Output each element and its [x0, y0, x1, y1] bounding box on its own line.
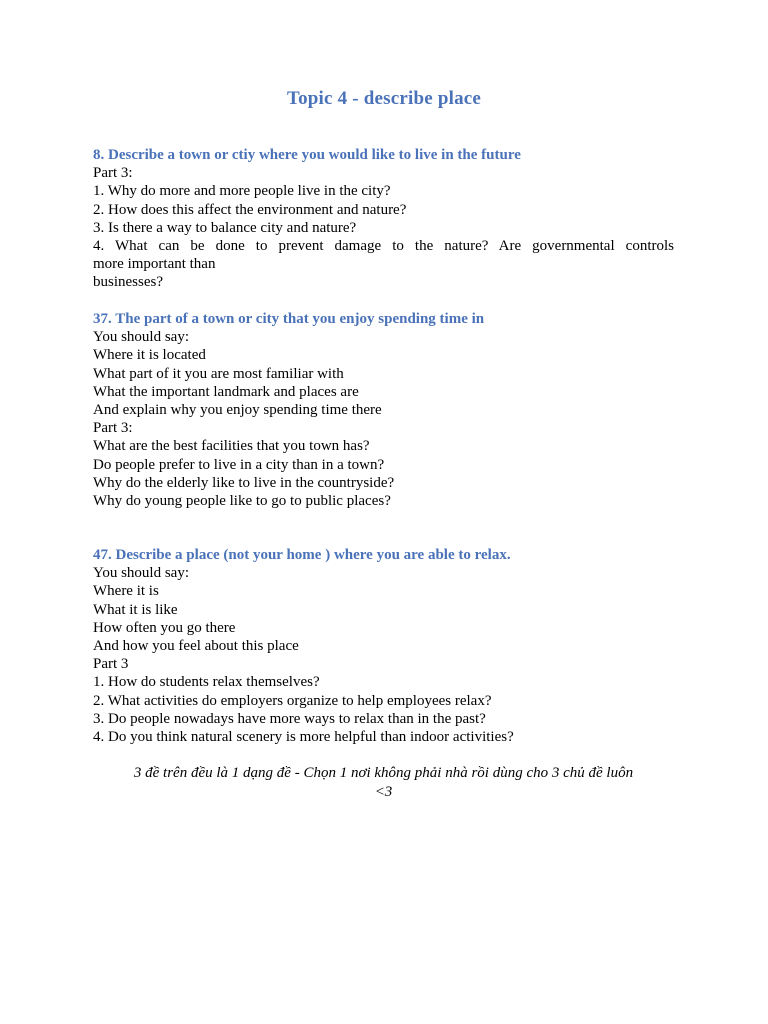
question-line-continued: more important than — [93, 256, 216, 273]
section-heading: 37. The part of a town or city that you enjoy spending time in — [93, 311, 485, 327]
question-line: 3. Is there a way to balance city and nature? — [93, 219, 357, 236]
footer-note — [93, 764, 674, 801]
prompt-label: You should say: — [93, 565, 189, 582]
note-heart: <3 — [374, 783, 393, 800]
question-line: 3. Do people nowadays have more ways to relax than in the past? — [93, 710, 486, 727]
page-title: Topic 4 - describe place — [286, 88, 482, 109]
part-label: Part 3: — [93, 165, 133, 182]
question-line: 4. Do you think natural scenery is more helpful than indoor activities? — [93, 729, 514, 746]
note-line: 3 đề trên đều là 1 dạng đề - Chọn 1 nơi không phải nhà rồi dùng cho 3 chủ đề luôn — [133, 765, 634, 781]
question-line: 1. How do students relax themselves? — [93, 674, 320, 691]
cue-line: And explain why you enjoy spending time there — [93, 402, 382, 419]
cue-line: And how you feel about this place — [93, 638, 299, 655]
question-line: Why do the elderly like to live in the countryside? — [93, 474, 395, 491]
cue-line: What it is like — [93, 601, 178, 618]
cue-line: Where it is located — [93, 347, 206, 364]
cue-line: What the important landmark and places are — [93, 383, 359, 400]
part-label: Part 3: — [93, 420, 133, 437]
prompt-label: You should say: — [93, 329, 189, 346]
question-line: 4. What can be done to prevent damage to the nature? Are governmental controls — [93, 238, 674, 255]
section-heading: 8. Describe a town or ctiy where you would like to live in the future — [93, 147, 521, 163]
section-8-town-future — [93, 146, 674, 292]
cue-line: How often you go there — [93, 619, 236, 636]
question-line: Why do young people like to go to public places? — [93, 493, 391, 510]
section-37-part-of-town — [93, 310, 674, 510]
question-line: Do people prefer to live in a city than in a town? — [93, 456, 385, 473]
question-line: 2. What activities do employers organize to help employees relax? — [93, 692, 492, 709]
section-heading: 47. Describe a place (not your home ) where you are able to relax. — [93, 547, 511, 563]
part-label: Part 3 — [93, 656, 129, 673]
section-47-place-to-relax — [93, 546, 674, 746]
question-line: 1. Why do more and more people live in the city? — [93, 183, 391, 200]
cue-line: What part of it you are most familiar with — [93, 365, 344, 382]
question-line: What are the best facilities that you town has? — [93, 438, 370, 455]
cue-line: Where it is — [93, 583, 159, 600]
question-line-continued: businesses? — [93, 274, 163, 291]
question-line: 2. How does this affect the environment and nature? — [93, 201, 407, 218]
